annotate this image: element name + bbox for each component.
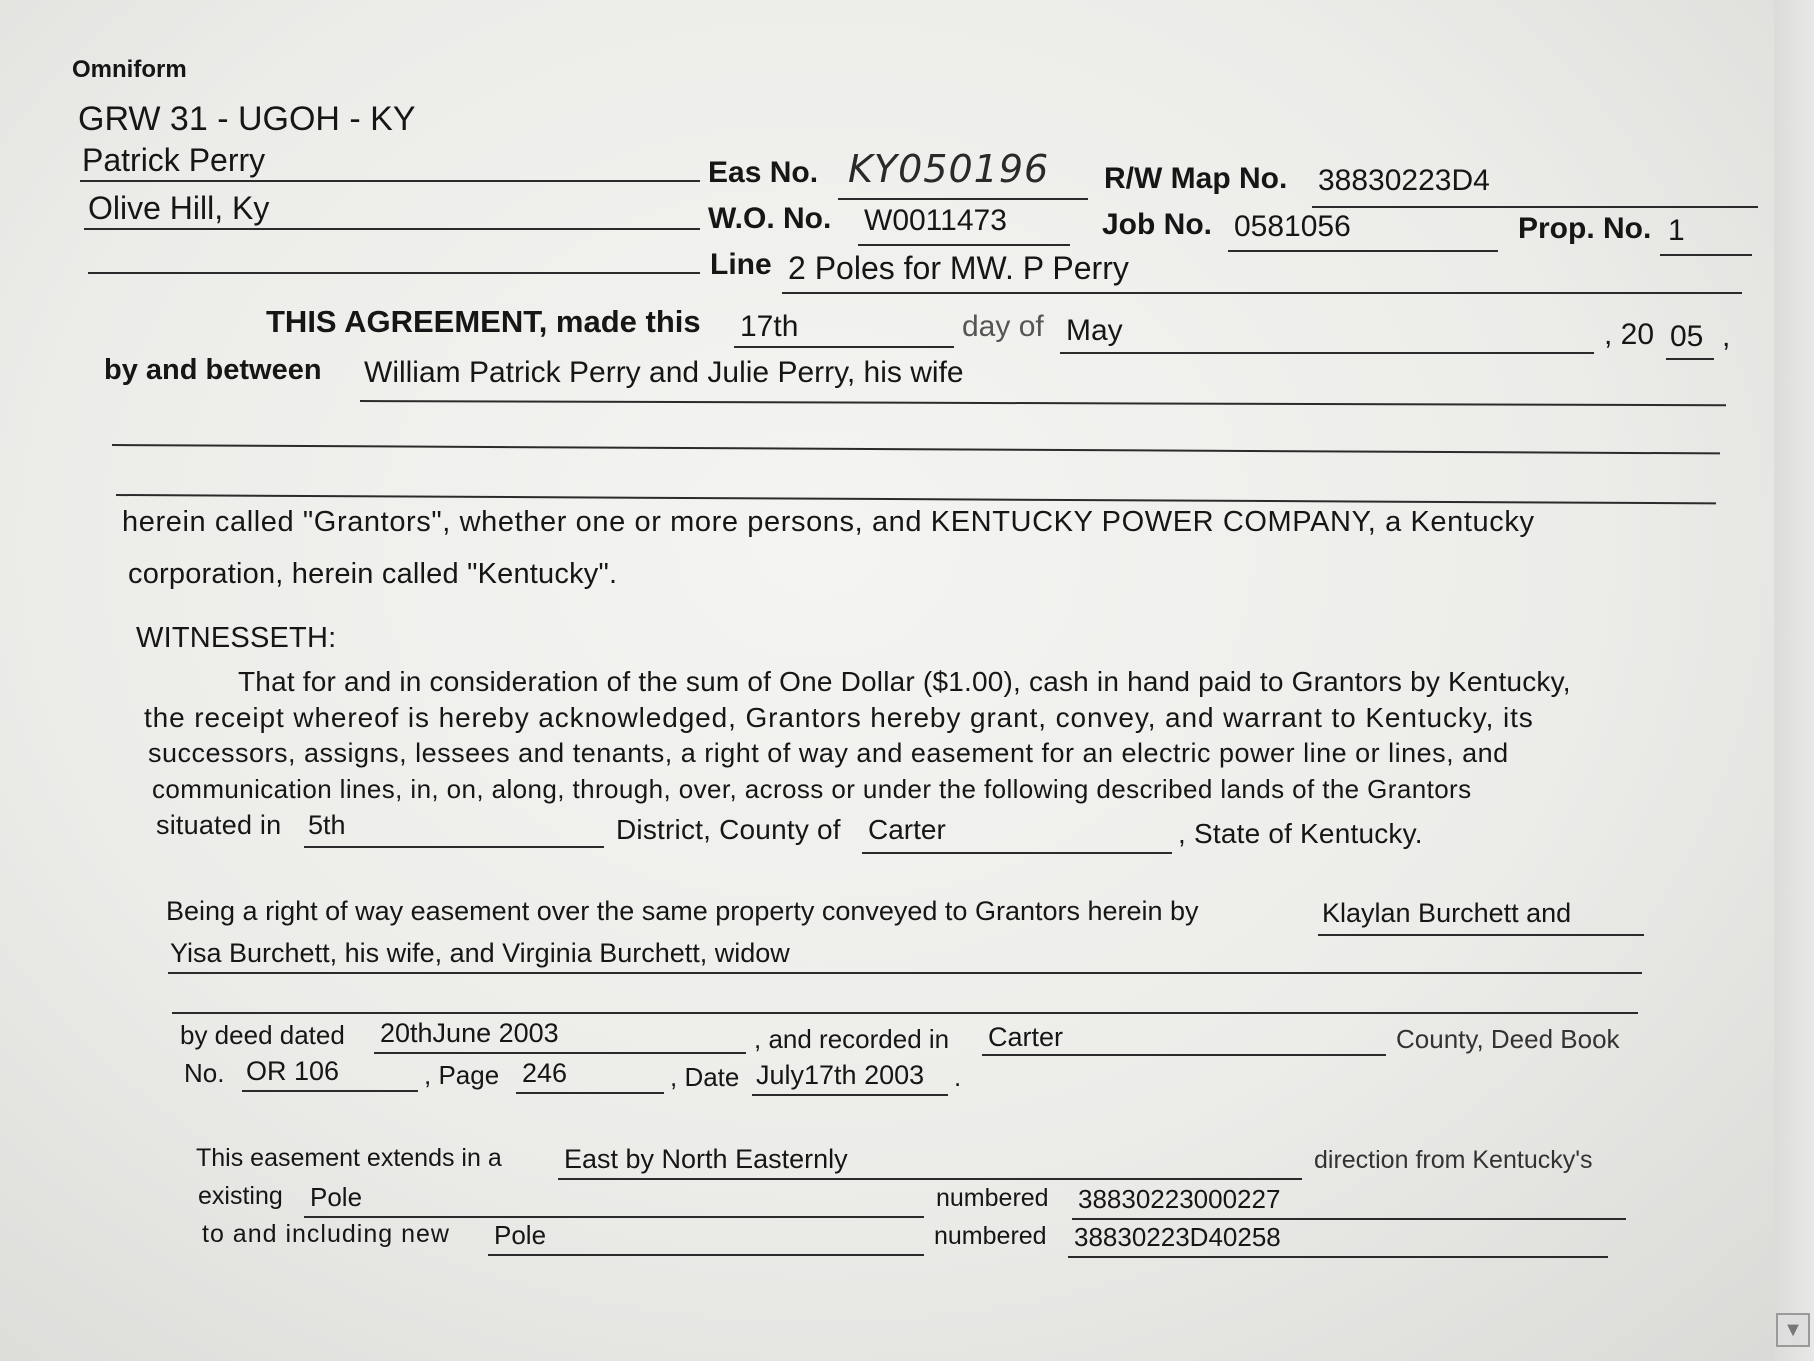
- prop-value: 1: [1668, 214, 1685, 247]
- parties-line-1: [360, 400, 1726, 406]
- wo-label: W.O. No.: [708, 202, 832, 235]
- scroll-down-button[interactable]: ▼: [1776, 1313, 1810, 1347]
- page-line: [516, 1092, 664, 1094]
- rw-map-value: 38830223D4: [1318, 164, 1490, 197]
- agreement-month: May: [1066, 314, 1123, 347]
- county-deed-label: County, Deed Book: [1396, 1024, 1620, 1054]
- wo-line: [858, 244, 1070, 246]
- numbered-label: numbered: [936, 1184, 1049, 1212]
- existing-number-line: [1072, 1218, 1626, 1220]
- agreement-lead: THIS AGREEMENT, made this: [266, 304, 701, 339]
- consideration-line-2: the receipt whereof is hereby acknowledged, Grantors hereby grant, convey, and warrant to Kentucky, its: [144, 702, 1534, 733]
- prop-line: [1660, 254, 1752, 256]
- conveyed-by-2: Yisa Burchett, his wife, and Virginia Burchett, widow: [170, 938, 790, 968]
- agreement-day: 17th: [740, 310, 799, 343]
- year-prefix: , 20: [1604, 318, 1655, 351]
- recorded-line: [982, 1054, 1386, 1056]
- year-suffix: ,: [1722, 320, 1731, 353]
- eas-line: [838, 198, 1088, 200]
- job-label: Job No.: [1102, 208, 1212, 241]
- grantor-city: Olive Hill, Ky: [88, 190, 270, 226]
- grantor-name: Patrick Perry: [82, 142, 266, 178]
- county-value: Carter: [868, 814, 946, 845]
- district-label: District, County of: [616, 814, 841, 845]
- blank-header-line: [88, 272, 700, 274]
- agreement-parties: William Patrick Perry and Julie Perry, his wife: [364, 356, 964, 389]
- recorded-value: Carter: [988, 1022, 1064, 1052]
- conveyed-by-line-1: [1318, 934, 1644, 936]
- being-label: Being a right of way easement over the same property conveyed to Grantors herein by: [166, 896, 1199, 926]
- date-value: July17th 2003: [756, 1060, 925, 1090]
- parties-line-2: [112, 444, 1720, 454]
- day-line: [734, 346, 954, 348]
- witnesseth-heading: WITNESSETH:: [136, 622, 337, 654]
- consideration-line-3: successors, assigns, lessees and tenants, a right of way and easement for an electric power line or lines, and: [148, 738, 1509, 768]
- form-code: GRW 31 - UGOH - KY: [78, 100, 416, 138]
- consideration-line-1: That for and in consideration of the sum of One Dollar ($1.00), cash in hand paid to Grantors by Kentucky,: [238, 666, 1571, 697]
- vertical-scrollbar[interactable]: [1774, 0, 1814, 1361]
- new-line: [488, 1254, 924, 1256]
- eas-value: KY050196: [848, 147, 1050, 191]
- dated-label: by deed dated: [180, 1020, 345, 1050]
- district-line: [304, 846, 604, 848]
- extends-label: This easement extends in a: [196, 1144, 502, 1172]
- prop-label: Prop. No.: [1518, 212, 1652, 245]
- new-number-line: [1068, 1256, 1608, 1258]
- recorded-label: , and recorded in: [754, 1024, 950, 1054]
- direction-line: [558, 1178, 1302, 1180]
- between-label: by and between: [104, 354, 322, 386]
- existing-number: 38830223000227: [1078, 1184, 1281, 1214]
- new-number: 38830223D40258: [1074, 1222, 1281, 1252]
- grantor-city-line: [84, 228, 700, 230]
- deed-no-label: No.: [184, 1058, 225, 1088]
- day-of-label: day of: [962, 310, 1044, 343]
- form-name: Omniform: [72, 56, 187, 83]
- year-line: [1666, 358, 1714, 360]
- month-line: [1060, 352, 1594, 354]
- state-label: , State of Kentucky.: [1178, 818, 1423, 849]
- line-value: 2 Poles for MW. P Perry: [788, 250, 1129, 286]
- job-value: 0581056: [1234, 210, 1351, 243]
- deed-no-value: OR 106: [246, 1056, 340, 1086]
- existing-label: existing: [198, 1182, 283, 1210]
- job-line: [1228, 250, 1498, 252]
- existing-line: [304, 1216, 924, 1218]
- grantor-name-line: [80, 180, 700, 182]
- rw-map-line: [1312, 206, 1758, 208]
- existing-value: Pole: [310, 1182, 363, 1212]
- situated-label: situated in: [156, 810, 282, 840]
- line-label: Line: [710, 248, 772, 281]
- parties-line-3: [116, 494, 1716, 504]
- page-value: 246: [522, 1058, 568, 1088]
- wo-value: W0011473: [864, 204, 1007, 237]
- numbered-label-2: numbered: [934, 1222, 1047, 1250]
- district-value: 5th: [308, 810, 346, 840]
- conveyed-by-line-2: [168, 972, 1642, 974]
- grantors-line-2: corporation, herein called "Kentucky".: [128, 558, 618, 590]
- consideration-line-4: communication lines, in, on, along, through, over, across or under the following described lands of the Grantors: [152, 774, 1472, 804]
- conveyed-by-1: Klaylan Burchett and: [1322, 898, 1572, 928]
- deed-no-line: [242, 1090, 418, 1092]
- line-underline: [782, 292, 1742, 294]
- direction-label: direction from Kentucky's: [1314, 1146, 1593, 1174]
- county-line: [862, 852, 1172, 854]
- grantors-line-1: herein called "Grantors", whether one or more persons, and KENTUCKY POWER COMPANY, a Kentucky: [122, 506, 1535, 538]
- new-value: Pole: [494, 1220, 547, 1250]
- direction-value: East by North Easternly: [564, 1144, 848, 1174]
- date-line: [752, 1094, 948, 1096]
- page-label: , Page: [424, 1060, 500, 1090]
- eas-label: Eas No.: [708, 156, 819, 189]
- conveyed-by-line-3: [172, 1012, 1638, 1014]
- new-label: to and including new: [202, 1220, 450, 1248]
- rw-map-label: R/W Map No.: [1104, 162, 1288, 195]
- dated-line: [374, 1052, 746, 1054]
- date-end: .: [954, 1062, 962, 1092]
- date-label: , Date: [670, 1062, 740, 1092]
- dated-value: 20thJune 2003: [380, 1018, 559, 1048]
- agreement-year: 05: [1670, 320, 1704, 353]
